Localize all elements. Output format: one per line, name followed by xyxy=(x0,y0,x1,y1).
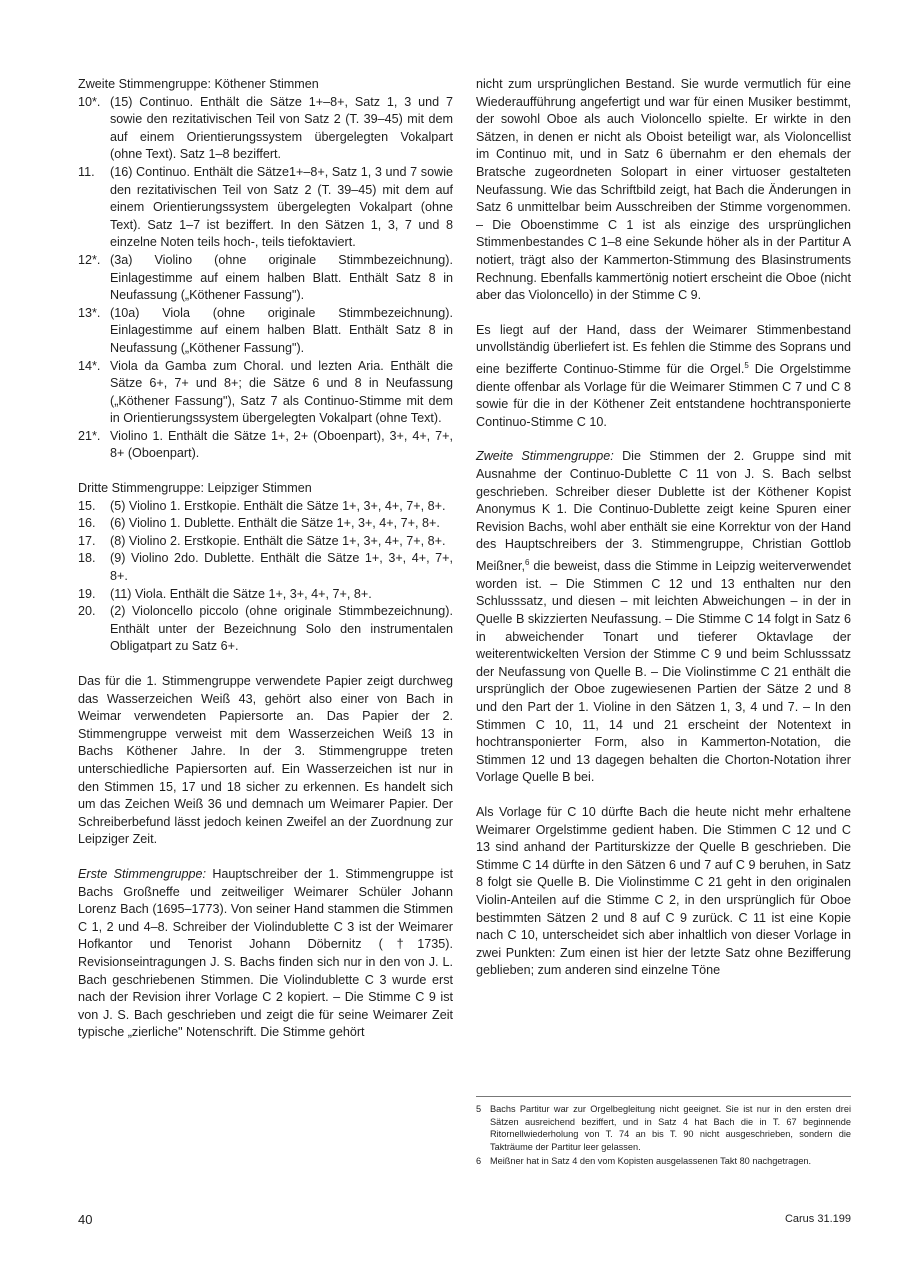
list-item xyxy=(78,358,453,428)
entry-number: 18. xyxy=(78,551,96,566)
entry-text: (8) Violino 2. Erstkopie. Enthält die Sätze 1+, 3+, 4+, 7+, 8+. xyxy=(110,533,446,548)
entry-number: 20. xyxy=(78,604,96,619)
group3-section xyxy=(78,480,453,656)
footnote-ref-5: 5 xyxy=(744,360,749,370)
entry-number: 13*. xyxy=(78,305,101,320)
list-item xyxy=(78,164,453,252)
entry-text: (3a) Violino (ohne originale Stimmbezeichnung). Einlagestimme auf einem halben Blatt. Enthält Satz 8 in Neufassung („Köthener Fassung"). xyxy=(110,252,453,303)
entry-text: (10a) Viola (ohne originale Stimmbezeichnung). Einlagestimme auf einem halben Blatt. Enthält Satz 8 in Neufassung („Köthener Fassung"). xyxy=(110,305,453,355)
group2-heading: Zweite Stimmengruppe: Köthener Stimmen xyxy=(78,77,319,91)
second-group-label: Zweite Stimmengruppe: xyxy=(476,449,614,464)
missing-parts-paragraph xyxy=(476,322,851,432)
list-item xyxy=(78,515,453,533)
second-group-text-a: Die Stimmen der 2. Gruppe sind mit Ausnahme der Continuo-Dublette C 11 von J. S. Bach selbst geschrieben. Schreiber dieser Dublette ist der Köthener Kopist Anonymus K 1. Die Continuo-Dublette zeigt keine Spuren einer Revision Bachs, wohl aber enthält sie eine Korrektur von der Hand des Hauptschreibers der 3. Stimmengruppe, Christian Gottlob Meißner, xyxy=(476,449,851,574)
second-group-paragraph xyxy=(476,448,851,786)
list-item xyxy=(78,586,453,604)
footnote-text: Meißner hat in Satz 4 den vom Kopisten ausgelassenen Takt 80 nachgetragen. xyxy=(490,1156,812,1166)
entry-text: (11) Viola. Enthält die Sätze 1+, 3+, 4+, 7+, 8+. xyxy=(110,586,372,601)
group2-section xyxy=(78,76,453,463)
list-item xyxy=(78,305,453,358)
list-item xyxy=(78,533,453,551)
entry-text: (16) Continuo. Enthält die Sätze1+–8+, Satz 1, 3 und 7 sowie den rezitativischen Teil von Satz 2 (T. 39–45) mit dem auf einem Orientierungssystem übergelegten Vokalpart (ohne Text). Satz 1–7 ist beziffert. In den Sätzen 1, 3, 7 und 8 einzelne Noten teils hoch-, teils tiefoktaviert. xyxy=(110,164,453,250)
footnotes xyxy=(476,1096,851,1170)
missing-parts-text-b: Die Orgelstimme diente offenbar als Vorlage für die Weimarer Stimmen C 7 und C 8 sowie für die in der Köthener Zeit entstandene hochtransponierte Continuo-Stimme C 10. xyxy=(476,362,851,429)
footnote-item xyxy=(476,1155,851,1168)
first-group-paragraph xyxy=(78,866,453,1042)
entry-number: 12*. xyxy=(78,252,101,267)
continued-paragraph: nicht zum ursprünglichen Bestand. Sie wurde vermutlich für eine Wiederaufführung angefertigt und war für einen Musiker bestimmt, der sowohl Oboe als auch Violoncello spielte. Er wirkte in den Sätzen, in denen er nicht als Oboist beteiligt war, als Violoncellist im Continuo mit, und in Satz 6 übernahm er den ehemals der Bratsche zugeordneten Solopart in einer virtuoser gestalteten Neufassung. Wie das Schriftbild zeigt, hat Bach die Änderungen in Satz 6 unmittelbar beim Ausschreiben der Stimme vorgenommen. – Die Oboenstimme C 1 ist als einzige des ursprünglichen Stimmenbestandes C 1–8 eine Sekunde höher als in der Partitur A notiert, trägt also der Kammerton-Stimmung des Blasinstruments Rechnung. Ebenfalls kammertönig notiert erscheint die Oboe (nicht aber das Violoncello) in der Stimme C 9. xyxy=(476,77,851,303)
catalog-reference: Carus 31.199 xyxy=(784,1213,851,1225)
footnote-text: Bachs Partitur war zur Orgelbegleitung nicht geeignet. Sie ist nur in den ersten drei Sätzen ausreichend beziffert, und in Satz 4 hat Bach die in T. 67 beginnende Ritornellwiederholung von T. 74 an bis T. 90 nicht ausgeschrieben, sondern die Takträume der Partitur leer gelassen. xyxy=(490,1104,851,1152)
entry-number: 14*. xyxy=(78,358,101,373)
page-number: 40 xyxy=(78,1212,93,1227)
vorlage-paragraph: Als Vorlage für C 10 dürfte Bach die heute nicht mehr erhaltene Weimarer Orgelstimme gedient haben. Die Stimmen C 12 und C 13 sind anhand der Partiturskizze der Quelle B geschrieben. Die Stimme C 14 dürfte in den Sätzen 6 und 7 auf C 9 beruhen, in Satz 8 folgt sie Quelle B. Die Violinstimme C 21 geht in den originalen Violin-Anteilen auf die Stimme C 2, in den ursprünglich für Oboe bestimmten Sätzen 2 und 8 auf C 9 zurück. C 11 ist eine Kopie nach C 10, unterscheidet sich aber inhaltlich von dieser Vorlage in zwei Punkten: Zum einen ist hier der letzte Satz ohne Bezifferung geblieben; zum anderen sind einzelne Töne xyxy=(476,804,851,978)
left-column xyxy=(78,76,453,1042)
entry-number: 15. xyxy=(78,498,96,513)
entry-text: (6) Violino 1. Dublette. Enthält die Sätze 1+, 3+, 4+, 7+, 8+. xyxy=(110,516,440,531)
list-item xyxy=(78,498,453,516)
entry-text: Viola da Gamba zum Choral. und lezten Aria. Enthält die Sätze 6+, 7+ und 8+; die Sätze 6 und 8 in Neufassung („Köthener Fassung"), Satz 7 als Continuo-Stimme mit dem in Orientierungssystem übergelegten Vokalpart (ohne Text). xyxy=(110,358,453,426)
list-item xyxy=(78,603,453,656)
first-group-label: Erste Stimmengruppe: xyxy=(78,866,207,881)
footnote-ref-6: 6 xyxy=(525,558,530,568)
entry-number: 21*. xyxy=(78,428,101,443)
group3-heading: Dritte Stimmengruppe: Leipziger Stimmen xyxy=(78,481,312,496)
entry-number: 10*. xyxy=(78,94,101,109)
entry-number: 19. xyxy=(78,586,96,601)
entry-text: (15) Continuo. Enthält die Sätze 1+–8+, Satz 1, 3 und 7 sowie den rezitativischen Teil von Satz 2 (T. 39–45) mit dem auf einem Orientierungssystem übergelegten Vokalpart (ohne Text). Satz 1–8 beziffert. xyxy=(110,94,453,162)
entry-number: 16. xyxy=(78,516,96,531)
list-item xyxy=(78,94,453,164)
right-column xyxy=(476,76,851,980)
entry-text: Violino 1. Enthält die Sätze 1+, 2+ (Oboenpart), 3+, 4+, 7+, 8+ (Oboenpart). xyxy=(110,428,453,461)
footnote-number: 5 xyxy=(476,1104,482,1114)
list-item xyxy=(78,428,453,463)
footnote-number: 6 xyxy=(476,1156,482,1166)
entry-text: (2) Violoncello piccolo (ohne originale Stimmbezeichnung). Enthält unter der Bezeichnung Solo den instrumentalen Obligatpart zu Satz 6+. xyxy=(110,604,453,654)
footnote-item xyxy=(476,1103,851,1153)
list-item xyxy=(78,550,453,585)
first-group-text: Hauptschreiber der 1. Stimmengruppe ist Bachs Großneffe und zeitweiliger Weimarer Schüler Johann Lorenz Bach (1695–1773). Von seiner Hand stammen die Stimmen C 1, 2 und 4–8. Schreiber der Violindublette C 3 ist der Weimarer Hofkantor und Tenorist Johann Döbernitz (†1735). Revisionseintragungen J. S. Bachs finden sich nur in den von J. L. Bach geschriebenen Stimmen. Die Violindublette C 3 wurde erst nach der Revision ihrer Vorlage C 2 kopiert. – Die Stimme C 9 ist von J. S. Bach geschrieben und zeigt die für seine Weimarer Zeit typische „zierliche" Notenschrift. Die Stimme gehört xyxy=(78,866,453,1040)
list-item xyxy=(78,252,453,305)
entry-text: (9) Violino 2do. Dublette. Enthält die Sätze 1+, 3+, 4+, 7+, 8+. xyxy=(110,551,453,584)
entry-number: 17. xyxy=(78,533,96,548)
second-group-text-b: die beweist, dass die Stimme in Leipzig weiterverwendet worden ist. – Die Stimmen C 12 und 13 enthalten nur den Schlusssatz, und diesen – mit leichten Abweichungen – in der in Quelle B skizzierten Neufassung. – Die Stimme C 14 folgt in Satz 6 in abweichender Tonart und tieferer Oktavlage der weiterentwickelten Version der Stimme C 9 und beim Schlusssatz der Neufassung von Quelle B. – Die Violinstimme C 21 enthält die ursprünglich der Oboe zugewiesenen Partien der Sätze 2 und 8 und den Part der 1. Violine in den Sätzen 1, 3, 4 und 7. – In den Stimmen C 10, 11, 14 und 21 erscheint der Notentext in hochtransponierter Form, also in Kammerton-Notation, die Stimmen 12 und 13 dagegen behalten die Chorton-Notation ihrer Vorlage Quelle B bei. xyxy=(476,559,851,785)
entry-text: (5) Violino 1. Erstkopie. Enthält die Sätze 1+, 3+, 4+, 7+, 8+. xyxy=(110,498,446,513)
missing-parts-text-a: Es liegt auf der Hand, dass der Weimarer Stimmenbestand unvollständig überliefert ist. Es fehlen die Stimme des Soprans und eine bezifferte Continuo-Stimme für die Orgel. xyxy=(476,322,851,377)
paper-paragraph: Das für die 1. Stimmengruppe verwendete Papier zeigt durchweg das Wasserzeichen Weiß 43, gehört also einer von Bach in Weimar verwendeten Papiersorte an. Das Papier der 2. Stimmengruppe verweist mit dem Wasserzeichen Weiß 13 in Bachs Köthener Jahre. In der 3. Stimmengruppe treten unterschiedliche Papiersorten auf. Ein Wasserzeichen ist nur in den Stimmen 15, 17 und 18 sicher zu erkennen. Es handelt sich um das Zeichen Weiß 36 und demnach um Weimarer Papier. Der Schreiberbefund lässt jedoch keinen Zweifel an der Zuordnung zur Leipziger Zeit. xyxy=(78,674,453,847)
entry-number: 11. xyxy=(78,164,95,179)
